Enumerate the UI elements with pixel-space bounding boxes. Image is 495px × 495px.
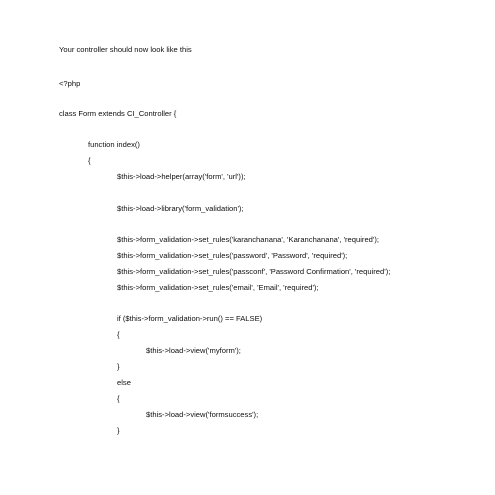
code-line-else: else — [117, 378, 131, 387]
php-open-tag: <?php — [59, 79, 81, 88]
code-line-view-formsuccess: $this->load->view('formsuccess'); — [146, 410, 259, 419]
code-line-rule-passconf: $this->form_validation->set_rules('passconf', 'Password Confirmation', 'required'); — [117, 267, 391, 276]
intro-text: Your controller should now look like this — [59, 45, 192, 54]
code-line-library: $this->load->library('form_validation'); — [117, 204, 244, 213]
code-line-helper: $this->load->helper(array('form', 'url')); — [117, 172, 246, 181]
class-declaration: class Form extends CI_Controller { — [59, 109, 177, 118]
code-line-view-myform: $this->load->view('myform'); — [146, 346, 241, 355]
else-close-brace: } — [117, 426, 120, 435]
code-line-rule-email: $this->form_validation->set_rules('email', 'Email', 'required'); — [117, 283, 319, 292]
function-open-brace: { — [88, 156, 91, 165]
code-line-rule-karanchanana: $this->form_validation->set_rules('karanchanana', 'Karanchanana', 'required'); — [117, 235, 379, 244]
if-close-brace: } — [117, 362, 120, 371]
else-open-brace: { — [117, 394, 120, 403]
code-line-if: if ($this->form_validation->run() == FALSE) — [117, 314, 263, 323]
code-line-rule-password: $this->form_validation->set_rules('password', 'Password', 'required'); — [117, 251, 348, 260]
function-declaration: function index() — [88, 140, 140, 149]
if-open-brace: { — [117, 330, 120, 339]
